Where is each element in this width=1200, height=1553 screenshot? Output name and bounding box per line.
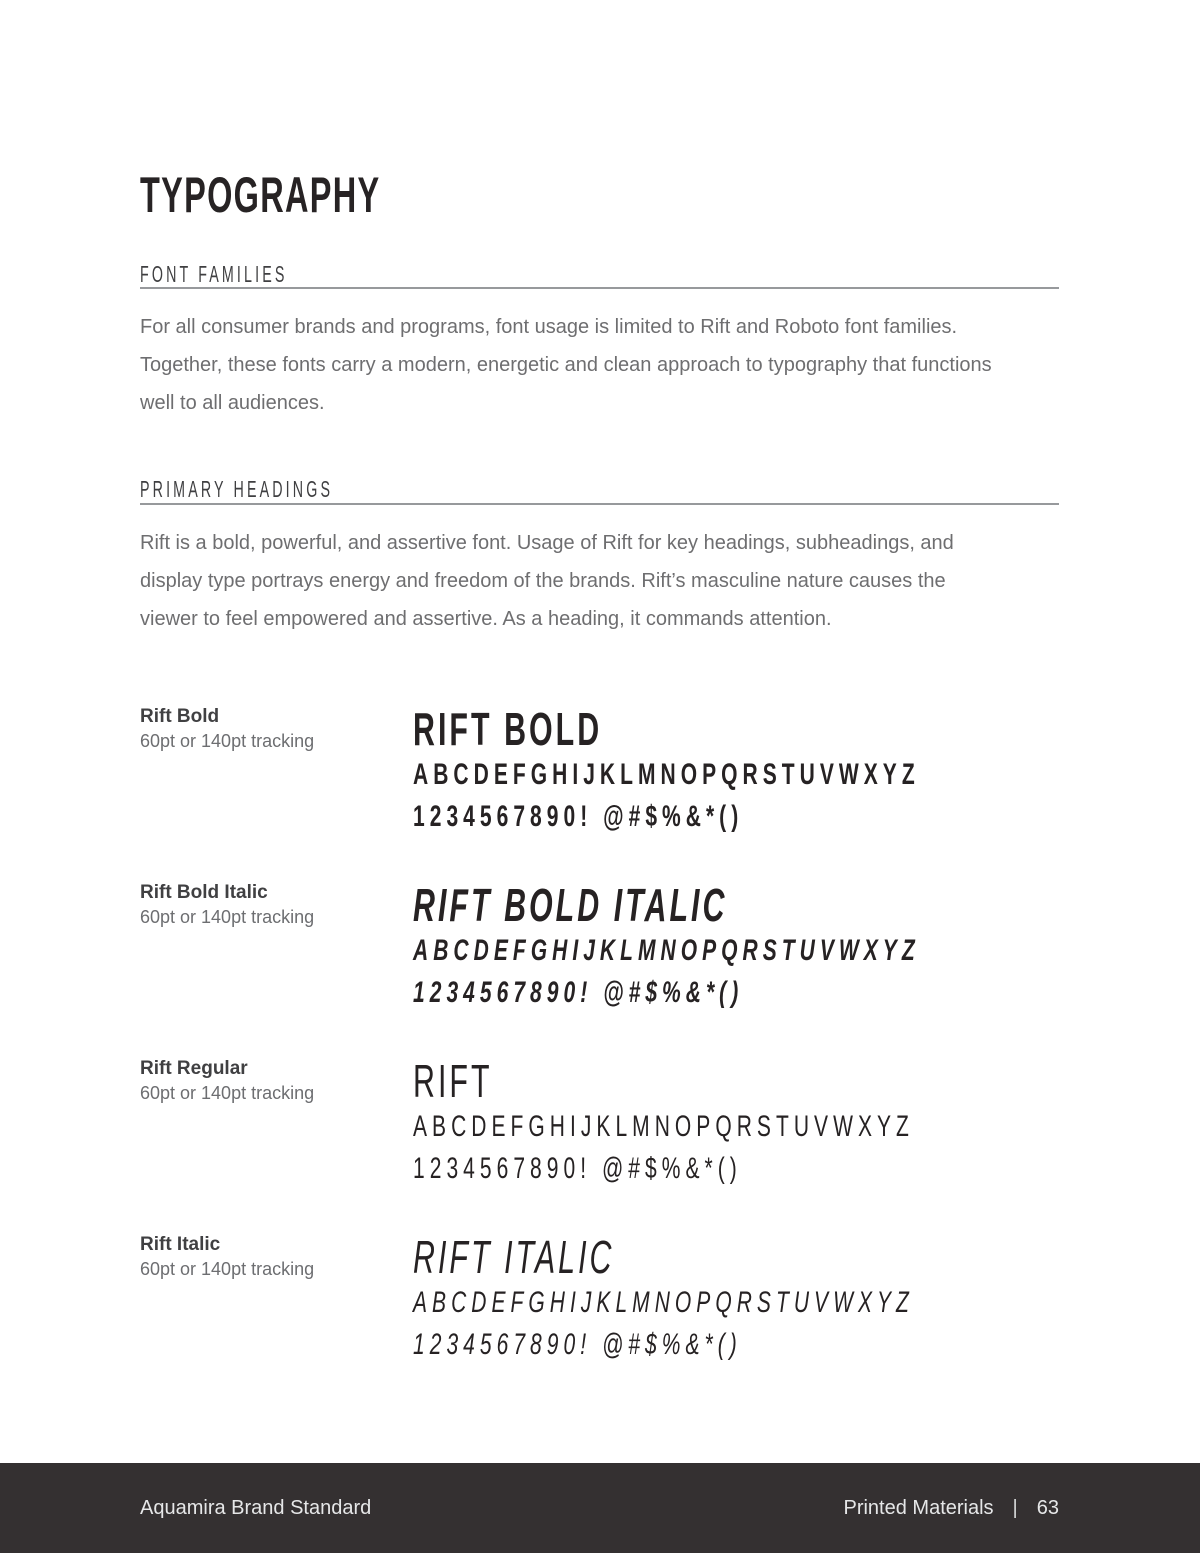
font-families-paragraph <box>140 308 1080 422</box>
footer-section-and-page <box>843 1497 1059 1520</box>
specimen-numerals-line: 1234567890! @#$%&*() <box>413 976 744 1009</box>
section-rule <box>140 503 1059 505</box>
page-title <box>140 167 510 223</box>
specimen-display-line: RIFT ITALIC <box>413 1231 615 1283</box>
specimen-numerals-line: 1234567890! @#$%&*() <box>413 800 744 833</box>
specimen-tracking-note: 60pt or 140pt tracking <box>140 907 315 927</box>
specimen-row-rift-bold-italic <box>140 876 1060 1052</box>
specimen-row-rift-regular <box>140 1052 1060 1228</box>
primary-headings-paragraph <box>140 524 1080 638</box>
specimen-sample <box>413 880 1137 1014</box>
paragraph-line: Together, these fonts carry a modern, energetic and clean approach to typography that functions <box>140 354 992 376</box>
specimen-display-line: RIFT BOLD ITALIC <box>413 879 728 931</box>
specimen-row-rift-italic <box>140 1228 1060 1404</box>
specimen-sample <box>413 1056 1129 1190</box>
specimen-numerals-line: 1234567890! @#$%&*() <box>413 1152 742 1185</box>
specimen-display-line: RIFT <box>413 1055 493 1107</box>
footer-divider: | <box>1012 1496 1018 1519</box>
specimen-name: Rift Bold <box>140 706 220 727</box>
paragraph-line: well to all audiences. <box>140 392 325 414</box>
specimen-alphabet-line: ABCDEFGHIJKLMNOPQRSTUVWXYZ <box>413 758 920 791</box>
footer-section-label: Printed Materials <box>843 1496 994 1519</box>
specimen-tracking-note: 60pt or 140pt tracking <box>140 1083 315 1103</box>
footer-page-number: 63 <box>1036 1496 1059 1519</box>
paragraph-line: For all consumer brands and programs, font usage is limited to Rift and Roboto font families. <box>140 316 958 338</box>
page-title-text: TYPOGRAPHY <box>140 167 381 223</box>
footer-document-title: Aquamira Brand Standard <box>140 1496 372 1519</box>
specimen-tracking-note: 60pt or 140pt tracking <box>140 1259 315 1279</box>
specimen-alphabet-line: ABCDEFGHIJKLMNOPQRSTUVWXYZ <box>413 1110 914 1143</box>
paragraph-line: viewer to feel empowered and assertive. As a heading, it commands attention. <box>140 608 832 630</box>
section-heading-primary-headings: PRIMARY HEADINGS <box>140 476 334 502</box>
section-heading-font-families: FONT FAMILIES <box>140 261 288 287</box>
section-rule <box>140 287 1059 289</box>
specimen-sample <box>413 1232 1129 1366</box>
specimen-sample <box>413 704 1137 838</box>
paragraph-line: display type portrays energy and freedom of the brands. Rift’s masculine nature causes the <box>140 570 946 592</box>
specimen-tracking-note: 60pt or 140pt tracking <box>140 731 315 751</box>
specimen-row-rift-bold <box>140 700 1060 876</box>
specimen-display-line: RIFT BOLD <box>413 703 603 755</box>
footer-bar <box>0 1463 1200 1553</box>
specimen-name: Rift Regular <box>140 1058 248 1079</box>
specimen-numerals-line: 1234567890! @#$%&*() <box>413 1328 742 1361</box>
specimen-alphabet-line: ABCDEFGHIJKLMNOPQRSTUVWXYZ <box>413 934 920 967</box>
specimen-name: Rift Bold Italic <box>140 882 268 903</box>
specimen-alphabet-line: ABCDEFGHIJKLMNOPQRSTUVWXYZ <box>413 1286 914 1319</box>
specimen-name: Rift Italic <box>140 1234 221 1255</box>
paragraph-line: Rift is a bold, powerful, and assertive font. Usage of Rift for key headings, subheadings, and <box>140 532 954 554</box>
